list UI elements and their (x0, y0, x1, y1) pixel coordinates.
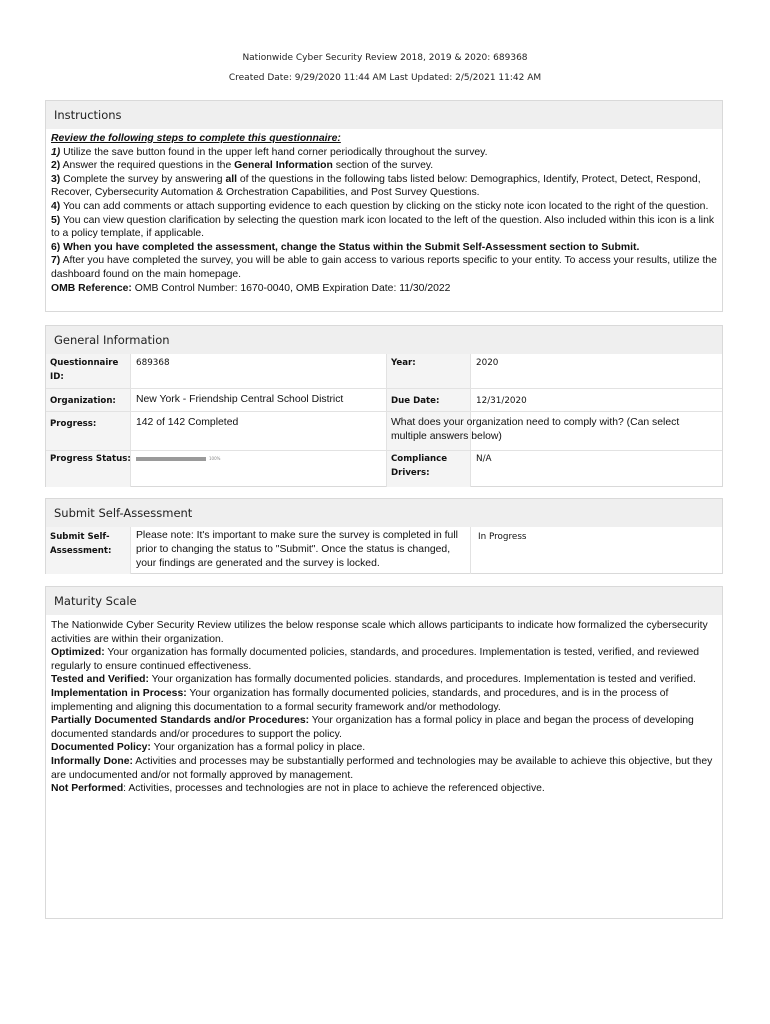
submit-self-assessment-heading: Submit Self-Assessment (46, 499, 722, 527)
maturity-intro: The Nationwide Cyber Security Review utilizes the below response scale which allows participants to indicate how formalized the cybersecurity activities are within their organization. (51, 620, 708, 645)
questionnaire-id-value: 689368 (136, 358, 170, 368)
maturity-item: Not Performed: Activities, processes and technologies are not in place to achieve the referenced objective. (51, 783, 545, 795)
instruction-step-2: 2) Answer the required questions in the General Information section of the survey. (51, 160, 434, 172)
progress-label: Progress: (50, 419, 97, 429)
document-title: Nationwide Cyber Security Review 2018, 2019 & 2020: 689368 (242, 53, 528, 63)
compliance-drivers-label: Compliance Drivers: (391, 454, 448, 478)
general-information-panel (45, 325, 723, 487)
omb-reference: OMB Reference: OMB Control Number: 1670-0040, OMB Expiration Date: 11/30/2022 (51, 282, 451, 294)
maturity-scale-panel (45, 586, 723, 919)
maturity-scale-heading: Maturity Scale (46, 587, 722, 615)
instruction-step-1: 1) Utilize the save button found in the upper left hand corner periodically throughout the survey. (51, 146, 488, 158)
submit-status-value[interactable]: In Progress (478, 532, 527, 542)
year-label: Year: (391, 358, 416, 368)
instructions-body (46, 129, 722, 300)
instruction-step-3: 3) Complete the survey by answering all of the questions in the following tabs listed below: Demographics, Identify, Protect, Detect, Respond, Recover, Cybersecurity Automation & Orchestration Capabilities, and Post Survey Questions. (51, 173, 701, 199)
progress-value: 142 of 142 Completed (136, 417, 239, 428)
due-date-value: 12/31/2020 (476, 396, 527, 406)
progress-status-percent: 100% (209, 456, 221, 461)
progress-status-label: Progress Status: (50, 454, 131, 464)
instruction-step-4: 4) You can add comments or attach supporting evidence to each question by clicking on the sticky note icon located to the right of the question. (51, 200, 709, 212)
instructions-panel (45, 100, 723, 312)
year-value: 2020 (476, 358, 499, 368)
instructions-heading: Instructions (46, 101, 722, 129)
submit-self-assessment-panel (45, 498, 723, 574)
maturity-item: Informally Done: Activities and processes may be substantially performed and technologies may be available to achieve this objective, but they are undocumented and/or not formally approved by management. (51, 755, 713, 781)
questionnaire-id-label: Questionnaire ID: (50, 358, 119, 382)
document-dates: Created Date: 9/29/2020 11:44 AM Last Updated: 2/5/2021 11:42 AM (228, 73, 542, 83)
instruction-step-5: 5) You can view question clarification by selecting the question mark icon located to the left of the question. Also included within this icon is a link to a policy template, if applicable. (51, 214, 715, 240)
compliance-question: What does your organization need to comply with? (Can select multiple answers below) (391, 417, 680, 442)
organization-label: Organization: (50, 396, 116, 406)
progress-status-fill (136, 457, 206, 461)
submit-self-assessment-label: Submit Self-Assessment: (50, 532, 112, 556)
progress-status-bar (136, 457, 206, 461)
organization-value: New York - Friendship Central School District (136, 394, 344, 405)
instructions-intro: Review the following steps to complete this questionnaire: (51, 133, 341, 144)
submit-note: Please note: It's important to make sure the survey is completed in full prior to changing the status to "Submit". Once the status is changed, your findings are generated and the survey is locked. (136, 530, 458, 569)
maturity-scale-body (46, 615, 722, 801)
maturity-item: Tested and Verified: Your organization has formally documented policies. standards, and procedures. Implementation is tested and verified. (51, 674, 696, 686)
maturity-item: Implementation in Process: Your organization has formally documented policies, standards, and procedures, and is in the process of implementing and aligning this documentation to a formal security framework and/or methodology. (51, 687, 669, 713)
compliance-drivers-value: N/A (476, 454, 492, 464)
instruction-step-7: 7) After you have completed the survey, you will be able to gain access to various reports specific to your entity. To access your results, utilize the dashboard found on the main homepage. (51, 255, 717, 280)
due-date-label: Due Date: (391, 396, 440, 406)
instruction-step-6: 6) When you have completed the assessment, change the Status within the Submit Self-Assessment section to Submit. (51, 241, 640, 253)
maturity-item: Partially Documented Standards and/or Procedures: Your organization has a formal policy in place and began the process of developing documented standards and/or procedures to support the policy. (51, 715, 694, 740)
maturity-item: Optimized: Your organization has formally documented policies, standards, and procedures. Implementation is tested, verified, and reviewed regularly to ensure continued effectiveness. (51, 647, 700, 672)
maturity-item: Documented Policy: Your organization has a formal policy in place. (51, 742, 366, 754)
general-information-heading: General Information (46, 326, 722, 354)
